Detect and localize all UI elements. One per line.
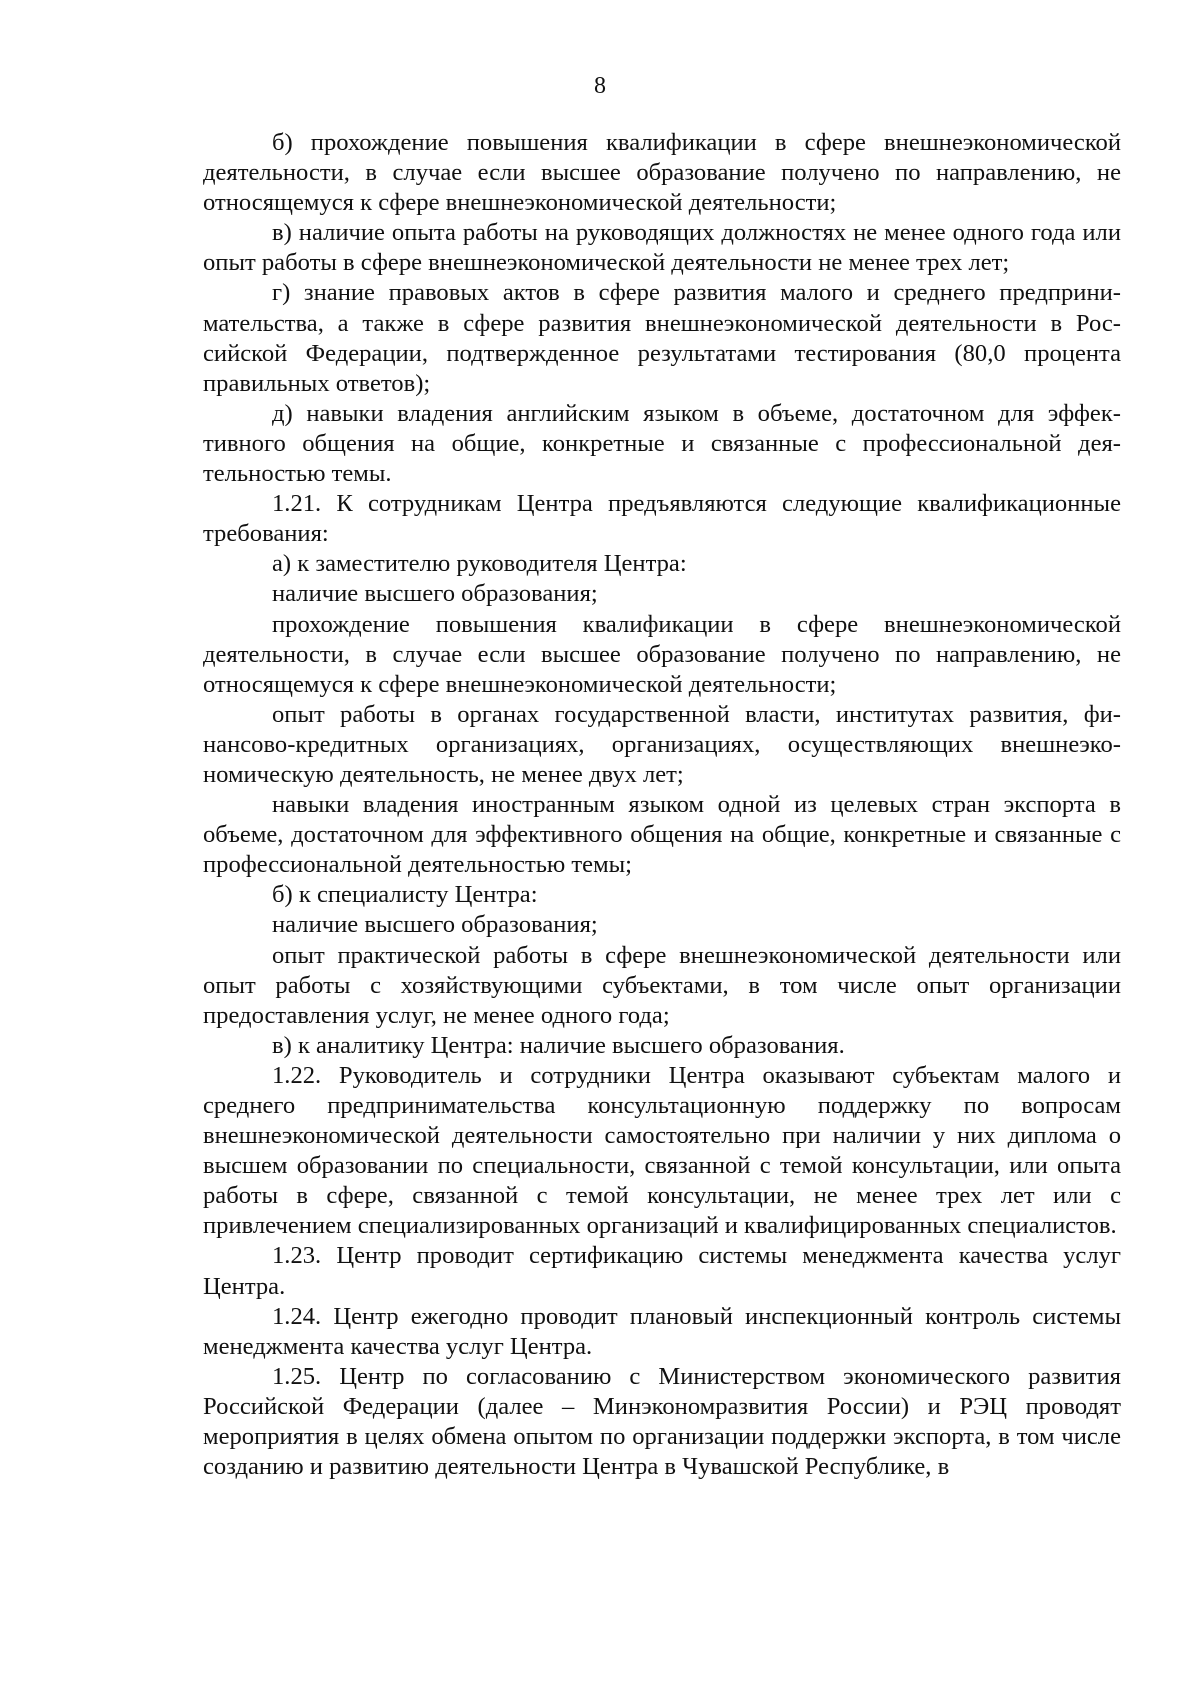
paragraph-d-english: д) навыки владения английским языком в объеме, достаточном для эффективного общения на общие, конкретные и связанные с профессиональной деятельностью темы. xyxy=(203,399,1121,488)
paragraph-v-analyst: в) к аналитику Центра: наличие высшего образования. xyxy=(272,1031,845,1059)
paragraph-1-21: 1.21. К сотрудникам Центра предъявляются следующие квалификационные требования: xyxy=(203,490,1121,548)
paragraph-v-experience: в) наличие опыта работы на руководящих должностях не менее одного года или опыт работы в сфере внешнеэкономической деятельности не менее трех лет; xyxy=(203,219,1121,277)
paragraph-a-deputy: а) к заместителю руководителя Центра: xyxy=(272,550,687,578)
paragraph-government-experience: опыт работы в органах государственной власти, институтах развития, финансово-кредитных организациях, организациях, осуществляющих внешнеэкономическую деятельность, не менее двух лет; xyxy=(203,700,1121,788)
paragraph-g-legal-knowledge: г) знание правовых актов в сфере развития малого и среднего предпринимательства, а также в сфере развития внешнеэкономической деятельности в Российской Федерации, подтвержденное результатами тестирования (80,0 процента правильных ответов); xyxy=(203,279,1121,397)
paragraph-1-25: 1.25. Центр по согласованию с Министерством экономического развития Российской Федерации (далее – Минэкономразвития России) и РЭЦ проводят мероприятия в целях обмена опытом по организации поддержки экспорта, в том числе созданию и развитию деятельности Центра в Чувашской Республике, в xyxy=(203,1362,1121,1481)
document-body xyxy=(203,128,1121,1482)
paragraph-foreign-language: навыки владения иностранным языком одной из целевых стран экспорта в объеме, достаточном для эффективного общения на общие, конкретные и связанные с профессиональной деятельностью темы; xyxy=(203,791,1121,879)
page-number: 8 xyxy=(594,73,606,99)
paragraph-higher-education-specialist: наличие высшего образования; xyxy=(272,911,598,939)
paragraph-1-22: 1.22. Руководитель и сотрудники Центра оказывают субъектам малого и среднего предпринимательства консультационную поддержку по вопросам внешнеэкономической деятельности самостоятельно при наличии у них диплома о высшем образовании по специальности, связанной с темой консультации, или опыта работы в сфере, связанной с темой консультации, не менее трех лет или с привлечением специализированных организаций и квалифицированных специалистов. xyxy=(203,1061,1121,1240)
paragraph-practical-experience: опыт практической работы в сфере внешнеэкономической деятельности или опыт работы с хозяйствующими субъектами, в том числе опыт организации предоставления услуг, не менее одного года; xyxy=(203,941,1121,1029)
paragraph-qualification-upgrade: прохождение повышения квалификации в сфере внешнеэкономической деятельности, в случае если высшее образование получено по направлению, не относящемуся к сфере внешнеэкономической деятельности; xyxy=(203,610,1121,698)
paragraph-1-24: 1.24. Центр ежегодно проводит плановый инспекционный контроль системы менеджмента качества услуг Центра. xyxy=(203,1302,1121,1360)
paragraph-b-specialist: б) к специалисту Центра: xyxy=(272,881,538,909)
paragraph-1-23: 1.23. Центр проводит сертификацию системы менеджмента качества услуг Центра. xyxy=(203,1242,1121,1300)
paragraph-b-qualification: б) прохождение повышения квалификации в сфере внешнеэкономической деятельности, в случае если высшее образование получено по направлению, не относящемуся к сфере внешнеэкономической деятельности; xyxy=(203,129,1121,217)
paragraph-higher-education: наличие высшего образования; xyxy=(272,580,598,608)
